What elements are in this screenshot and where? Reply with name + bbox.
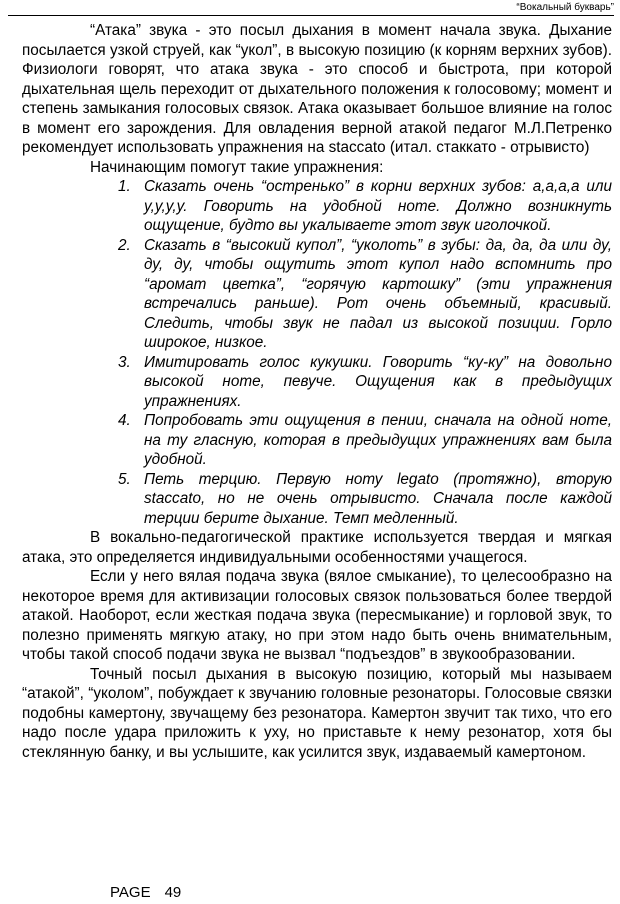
exercise-number: 1. [118,178,131,195]
exercise-number: 2. [118,236,131,254]
exercise-text: Имитировать голос кукушки. Говорить “ку-ку” на довольно высокой ноте, певуче. Ощущения как в предыдущих упражнениях. [144,353,612,410]
running-header [0,0,620,18]
exercise-item [22,353,612,412]
exercise-number: 5. [118,470,131,488]
exercise-item [22,177,612,236]
exercise-number: 3. [118,353,131,371]
exercise-text: Сказать в “высокий купол”, “уколоть” в зубы: да, да, да или ду, ду, ду, чтобы ощутить этот купол надо вспомнить про “аромат цветка”, “горячую картошку” (эти упражнения встречались раньше). Рот очень объемный, красивый. Следить, чтобы звук не падал из высокой позиции. Горло широкое, низкое. [144,236,612,351]
exercise-item [22,470,612,529]
exercise-number: 4. [118,412,131,429]
paragraph-attack-definition: “Атака” звука - это посыл дыхания в момент начала звука. Дыхание посылается узкой струей, как “укол”, в высокую позицию (к корням верхних зубов). Физиологи говорят, что атака звука - это способ и быстрота, при которой дыхательная щель переходит от дыхательного положения к голосовому; момент и степень замыкания голосовых связок. Атака оказывает большое влияние на голос в момент его зарождения. Для овладения верной атакой педагог М.Л.Петренко рекомендует использовать упражнения на staccato (итал. стаккато - отрывисто) [22,22,612,156]
paragraph-resonators: Точный посыл дыхания в высокую позицию, который мы называем “атакой”, “уколом”, побуждает к звучанию головные резонаторы. Голосовые связки подобны камертону, звучащему без резонатора. Камертон звучит так тихо, что его надо после удара приложить к уху, но приставьте к нему резонатор, хотя бы стеклянную банку, и вы услышите, как усилится звук, издаваемый камертоном. [22,665,612,761]
paragraph-hard-soft-attack: В вокально-педагогической практике используется твердая и мягкая атака, это определяется индивидуальными особенностями учащегося. [22,529,612,566]
page-label: PAGE [110,884,151,901]
page-footer [110,884,181,901]
paragraph-attack-advice: Если у него вялая подача звука (вялое смыкание), то целесообразно на некоторое время для активизации голосовых связок пользоваться более твердой атакой. Наоборот, если жесткая подача звука (пересмыкание) и горловой звук, то полезно применять мягкую атаку, но при этом надо быть очень внимательным, чтобы такой способ подачи звука не вызвал “подъездов” в звукообразовании. [22,568,612,663]
page-body [22,21,612,762]
exercise-list [22,177,612,528]
exercise-item [22,411,612,470]
page-number: 49 [164,884,182,901]
header-title: “Вокальный букварь” [516,2,614,13]
exercise-item [22,236,612,353]
exercise-text: Попробовать эти ощущения в пении, сначала на одной ноте, на ту гласную, которая в предыдущих упражнениях вам была удобной. [144,412,612,468]
header-divider [8,15,614,16]
paragraph-exercises-intro: Начинающим помогут такие упражнения: [90,158,384,176]
exercise-text: Петь терцию. Первую ноту legato (протяжно), вторую staccato, но не очень отрывисто. Сначала после каждой терции берите дыхание. Темп медленный. [144,470,612,527]
exercise-text: Сказать очень “остренько” в корни верхних зубов: а,а,а,а или у,у,у,у. Говорить на удобной ноте. Должно возникнуть ощущение, будто вы укалываете этот звук иголочкой. [144,178,612,234]
